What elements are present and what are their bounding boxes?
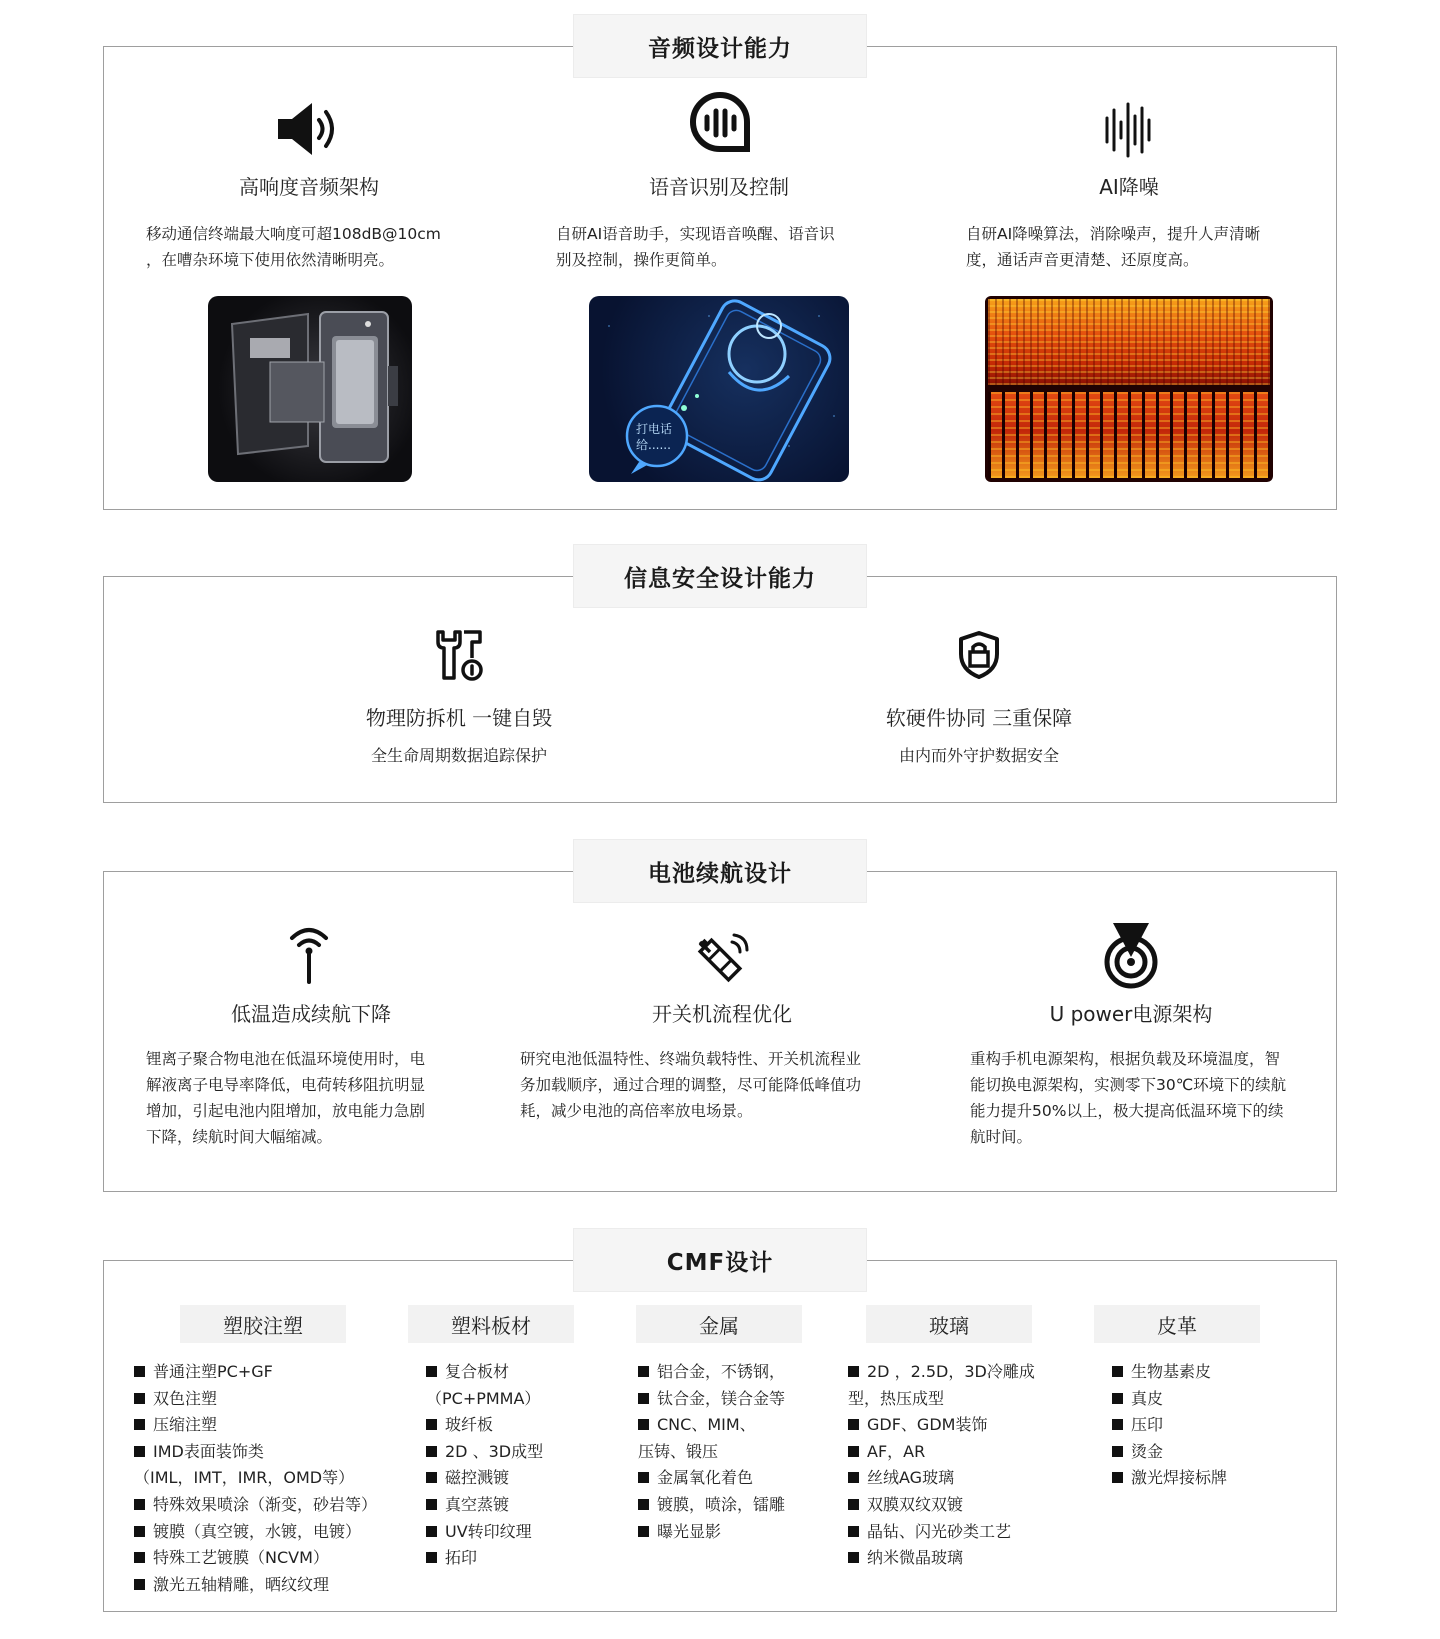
audio-feature-title-1: 高响度音频架构 [239,175,379,199]
cmf-item-text: 拓印 [445,1548,478,1568]
cmf-item-text: 复合板材 [445,1362,510,1381]
cmf-item [638,1519,785,1546]
cmf-item-text: 激光五轴精雕，晒纹纹理 [153,1574,330,1594]
desc-line: 下降，续航时间大幅缩减。 [146,1128,333,1146]
square-bullet-icon [134,1526,145,1537]
security-section [103,576,1337,803]
cmf-item [426,1439,543,1466]
cmf-item [134,1545,377,1572]
shield-lock-icon [957,630,1001,680]
cmf-item [848,1359,1035,1386]
cmf-item [134,1412,377,1439]
cmf-item [848,1465,1035,1492]
desc-line: 自研AI降噪算法，消除噪声，提升人声清晰 [966,225,1261,243]
cmf-item-text: 钛合金，镁合金等 [657,1388,786,1408]
desc-line: 航时间。 [970,1128,1033,1146]
desc-line: 移动通信终端最大响度可超108dB@10cm [146,225,441,243]
square-bullet-icon [638,1393,649,1404]
power-target-icon [1103,921,1159,989]
square-bullet-icon [848,1472,859,1483]
square-bullet-icon [426,1526,437,1537]
cmf-item [848,1412,1035,1439]
desc-line: 研究电池低温特性、终端负载特性、开关机流程业 [520,1050,862,1068]
cmf-item-text: 金属氧化着色 [657,1468,754,1488]
cmf-item-text: 激光焊接标牌 [1131,1468,1228,1488]
security-feature-desc-2: 由内而外守护数据安全 [898,746,1060,765]
square-bullet-icon [1112,1366,1123,1377]
voice-chat-icon [689,91,751,153]
cmf-item-text: IMD表面装饰类 [153,1441,264,1461]
cmf-list-glass [848,1359,1035,1572]
cmf-item-text: 丝绒AG玻璃 [867,1468,955,1488]
cmf-item [638,1465,785,1492]
cmf-item-text: CNC、MIM、 [657,1415,756,1435]
cmf-item [1112,1412,1227,1439]
square-bullet-icon [1112,1472,1123,1483]
cmf-item-text: AF，AR [867,1441,926,1461]
cmf-item-text: 压印 [1131,1415,1164,1435]
audio-feature-desc-3 [966,221,1306,273]
audio-section-title: 音频设计能力 [573,14,867,78]
cmf-item-text: 普通注塑PC+GF [153,1362,273,1381]
desc-line: 能力提升50%以上，极大提高低温环境下的续 [970,1102,1284,1120]
square-bullet-icon [134,1579,145,1590]
cmf-item-text: 玻纤板 [445,1415,494,1435]
spectrogram-image [985,296,1273,482]
cmf-item-text: 2D ，2.5D，3D冷雕成 [867,1362,1035,1381]
audio-feature-desc-2 [556,221,896,273]
cmf-item-text: 型，热压成型 [848,1388,945,1408]
square-bullet-icon [638,1366,649,1377]
battery-feature-title-3: U power电源架构 [1049,1002,1213,1026]
cmf-item [638,1386,785,1413]
cmf-item-text: 真皮 [1131,1388,1164,1408]
cmf-item-text: 烫金 [1131,1441,1164,1461]
cmf-item [848,1492,1035,1519]
voice-assistant-image [589,296,849,482]
desc-line: 自研AI语音助手，实现语音唤醒、语音识 [556,225,835,243]
cmf-item [134,1519,377,1546]
cmf-item [134,1492,377,1519]
cmf-item [638,1439,785,1466]
cmf-item-text: 镀膜，喷涂，镭雕 [657,1494,786,1514]
cmf-item [848,1545,1035,1572]
cmf-item-text: （IML，IMT，IMR，OMD等） [134,1468,355,1488]
cmf-item [1112,1359,1227,1386]
cmf-head-leather: 皮革 [1094,1305,1260,1343]
cmf-item [1112,1465,1227,1492]
desc-line: 务加载顺序，通过合理的调整，尽可能降低峰值功 [520,1076,862,1094]
battery-section-title: 电池续航设计 [573,839,867,903]
cmf-head-plastic-injection: 塑胶注塑 [180,1305,346,1343]
cmf-item [848,1386,1035,1413]
cmf-item-text: 压缩注塑 [153,1415,218,1435]
desc-line: 增加，引起电池内阻增加，放电能力急剧 [146,1102,426,1120]
square-bullet-icon [848,1366,859,1377]
cmf-item [426,1519,543,1546]
desc-line: ，在嘈杂环境下使用依然清晰明亮。 [146,251,395,269]
antenna-icon [288,924,330,984]
desc-line: 能切换电源架构，实测零下30℃环境下的续航 [970,1076,1287,1094]
cmf-item-text: 镀膜（真空镀，水镀，电镀） [153,1521,362,1541]
security-feature-desc-1: 全生命周期数据追踪保护 [370,746,548,765]
desc-line: 度，通话声音更清楚、还原度高。 [966,251,1199,269]
square-bullet-icon [638,1499,649,1510]
desc-line: 别及控制，操作更简单。 [556,251,727,269]
square-bullet-icon [638,1472,649,1483]
cmf-item [426,1386,543,1413]
cmf-item-text: 特殊工艺镀膜（NCVM） [153,1548,329,1568]
square-bullet-icon [134,1446,145,1457]
square-bullet-icon [848,1419,859,1430]
square-bullet-icon [848,1499,859,1510]
security-section-title: 信息安全设计能力 [573,544,867,608]
cmf-item [638,1412,785,1439]
square-bullet-icon [638,1419,649,1430]
cmf-item-text: 生物基素皮 [1131,1362,1212,1381]
voice-bubble-text-2: 给...... [636,438,671,452]
cmf-item-text: 曝光显影 [657,1521,722,1541]
cmf-item-text: UV转印纹理 [445,1521,532,1541]
battery-feature-desc-1 [146,1046,486,1150]
cmf-item-text: 真空蒸镀 [445,1494,510,1514]
cmf-item-text: 铝合金，不锈钢， [657,1362,786,1381]
square-bullet-icon [426,1472,437,1483]
square-bullet-icon [426,1419,437,1430]
cmf-item [1112,1386,1227,1413]
square-bullet-icon [848,1552,859,1563]
battery-feature-desc-3 [970,1046,1330,1150]
cmf-item-text: 压铸、锻压 [638,1441,719,1461]
cmf-item-text: 晶钻、闪光砂类工艺 [867,1521,1012,1541]
satellite-icon [690,932,750,988]
cmf-item-text: 特殊效果喷涂（渐变，砂岩等） [153,1494,378,1514]
audio-feature-desc-1 [146,221,486,273]
square-bullet-icon [426,1552,437,1563]
cmf-head-metal: 金属 [636,1305,802,1343]
square-bullet-icon [426,1366,437,1377]
cmf-item [426,1465,543,1492]
square-bullet-icon [426,1446,437,1457]
square-bullet-icon [638,1526,649,1537]
speaker-module-image [208,296,412,482]
security-feature-title-2: 软硬件协同 三重保障 [885,706,1073,730]
spectrogram-noisy [988,299,1270,385]
cmf-head-plastic-sheet: 塑料板材 [408,1305,574,1343]
square-bullet-icon [134,1499,145,1510]
cmf-section-title: CMF设计 [573,1228,867,1292]
voice-bubble-text: 打电话 [636,422,673,436]
cmf-head-glass: 玻璃 [866,1305,1032,1343]
desc-line: 耗，减少电池的高倍率放电场景。 [520,1102,753,1120]
cmf-item [426,1492,543,1519]
cmf-item [134,1359,377,1386]
square-bullet-icon [134,1419,145,1430]
battery-feature-desc-2 [520,1046,920,1124]
audio-feature-title-2: 语音识别及控制 [649,175,789,199]
square-bullet-icon [1112,1446,1123,1457]
battery-feature-title-2: 开关机流程优化 [652,1002,792,1026]
cmf-item [426,1412,543,1439]
square-bullet-icon [1112,1419,1123,1430]
cmf-item [638,1492,785,1519]
sound-wave-icon [1104,102,1154,158]
desc-line: 解液离子电导率降低，电荷转移阻抗明显 [146,1076,426,1094]
cmf-item-text: 双色注塑 [153,1388,218,1408]
cmf-item [134,1439,377,1466]
cmf-item-text: 纳米微晶玻璃 [867,1548,964,1568]
cmf-list-plastic-injection [134,1359,377,1598]
square-bullet-icon [134,1393,145,1404]
audio-feature-title-3: AI降噪 [1099,175,1159,199]
cmf-item [134,1572,377,1599]
desc-line: 锂离子聚合物电池在低温环境使用时，电 [146,1050,426,1068]
cmf-item [1112,1439,1227,1466]
tools-lock-icon [434,628,484,682]
square-bullet-icon [134,1366,145,1377]
cmf-list-metal [638,1359,785,1545]
square-bullet-icon [848,1526,859,1537]
spectrogram-clean [988,392,1270,478]
cmf-item [134,1465,377,1492]
cmf-item-text: 双膜双纹双镀 [867,1494,964,1514]
cmf-item [134,1386,377,1413]
desc-line: 重构手机电源架构，根据负载及环境温度，智 [970,1050,1281,1068]
cmf-item-text: （PC+PMMA） [426,1388,541,1408]
cmf-item-text: GDF、GDM装饰 [867,1415,988,1435]
cmf-list-plastic-sheet [426,1359,543,1572]
cmf-item [426,1545,543,1572]
square-bullet-icon [1112,1393,1123,1404]
cmf-item [848,1519,1035,1546]
security-feature-title-1: 物理防拆机 一键自毁 [365,706,553,730]
square-bullet-icon [426,1499,437,1510]
cmf-item [638,1359,785,1386]
square-bullet-icon [848,1446,859,1457]
square-bullet-icon [134,1552,145,1563]
cmf-item [426,1359,543,1386]
cmf-list-leather [1112,1359,1227,1492]
cmf-item-text: 磁控溅镀 [445,1468,510,1488]
cmf-item [848,1439,1035,1466]
battery-feature-title-1: 低温造成续航下降 [231,1002,391,1026]
speaker-icon [276,100,342,158]
cmf-item-text: 2D 、3D成型 [445,1441,544,1461]
